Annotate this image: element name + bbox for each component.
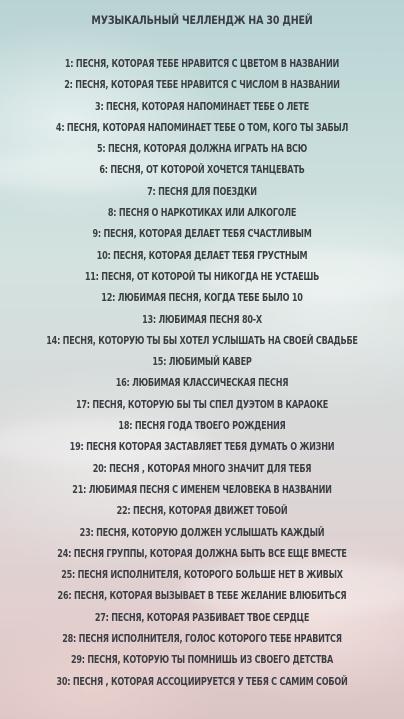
challenge-item: 4: ПЕСНЯ, КОТОРАЯ НАПОМИНАЕТ ТЕБЕ О ТОМ, КОГО ТЫ ЗАБЫЛ xyxy=(55,121,349,134)
challenge-item: 30: ПЕСНЯ , КОТОРАЯ АССОЦИИРУЕТСЯ У ТЕБЯ С САМИМ СОБОЙ xyxy=(56,675,348,688)
challenge-item: 23: ПЕСНЯ, КОТОРУЮ ДОЛЖЕН УСЛЫШАТЬ КАЖДЫЙ xyxy=(79,526,325,539)
challenge-item: 1: ПЕСНЯ, КОТОРАЯ ТЕБЕ НРАВИТСЯ С ЦВЕТОМ В НАЗВАНИИ xyxy=(64,58,340,70)
challenge-item: 13: ЛЮБИМАЯ ПЕСНЯ 80-Х xyxy=(142,313,262,326)
challenge-item: 22: ПЕСНЯ, КОТОРАЯ ДВИЖЕТ ТОБОЙ xyxy=(116,505,288,518)
challenge-item: 26: ПЕСНЯ, КОТОРАЯ ВЫЗЫВАЕТ В ТЕБЕ ЖЕЛАНИЕ ВЛЮБИТЬСЯ xyxy=(57,590,347,603)
challenge-item: 29: ПЕСНЯ, КОТОРУЮ ТЫ ПОМНИШЬ ИЗ СВОЕГО ДЕТСТВА xyxy=(70,654,334,667)
challenge-item: 17: ПЕСНЯ, КОТОРУЮ БЫ ТЫ СПЕЛ ДУЭТОМ В КАРАОКЕ xyxy=(75,398,329,411)
challenge-item: 14: ПЕСНЯ, КОТОРУЮ ТЫ БЫ ХОТЕЛ УСЛЫШАТЬ НА СВОЕЙ СВАДЬБЕ xyxy=(46,334,358,347)
challenge-item: 9: ПЕСНЯ, КОТОРАЯ ДЕЛАЕТ ТЕБЯ СЧАСТЛИВЫМ xyxy=(92,228,312,241)
challenge-item: 7: ПЕСНЯ ДЛЯ ПОЕЗДКИ xyxy=(147,185,257,198)
challenge-item: 10: ПЕСНЯ, КОТОРАЯ ДЕЛАЕТ ТЕБЯ ГРУСТНЫМ xyxy=(96,249,308,262)
challenge-item: 2: ПЕСНЯ, КОТОРАЯ ТЕБЕ НРАВИТСЯ С ЧИСЛОМ В НАЗВАНИИ xyxy=(64,79,340,92)
challenge-item: 11: ПЕСНЯ, ОТ КОТОРОЙ ТЫ НИКОГДА НЕ УСТАЕШЬ xyxy=(84,270,320,283)
challenge-item: 28: ПЕСНЯ ИСПОЛНИТЕЛЯ, ГОЛОС КОТОРОГО ТЕБЕ НРАВИТСЯ xyxy=(62,633,342,646)
challenge-list xyxy=(0,54,404,693)
challenge-item: 21: ЛЮБИМАЯ ПЕСНЯ С ИМЕНЕМ ЧЕЛОВЕКА В НАЗВАНИИ xyxy=(72,483,332,496)
challenge-item: 27: ПЕСНЯ, КОТОРАЯ РАЗБИВАЕТ ТВОЕ СЕРДЦЕ xyxy=(94,611,310,624)
poster-title: МУЗЫКАЛЬНЫЙ ЧЕЛЛЕНДЖ НА 30 ДНЕЙ xyxy=(91,13,313,27)
challenge-item: 8: ПЕСНЯ О НАРКОТИКАХ ИЛИ АЛКОГОЛЕ xyxy=(107,207,297,220)
challenge-item: 5: ПЕСНЯ, КОТОРАЯ ДОЛЖНА ИГРАТЬ НА ВСЮ xyxy=(96,143,308,156)
challenge-item: 12: ЛЮБИМАЯ ПЕСНЯ, КОГДА ТЕБЕ БЫЛО 10 xyxy=(101,292,303,305)
challenge-item: 25: ПЕСНЯ ИСПОЛНИТЕЛЯ, КОТОРОГО БОЛЬШЕ НЕТ В ЖИВЫХ xyxy=(61,569,343,582)
challenge-item: 6: ПЕСНЯ, ОТ КОТОРОЙ ХОЧЕТСЯ ТАНЦЕВАТЬ xyxy=(99,164,305,177)
challenge-item: 16: ЛЮБИМАЯ КЛАССИЧЕСКАЯ ПЕСНЯ xyxy=(115,377,289,390)
challenge-item: 15: ЛЮБИМЫЙ КАВЕР xyxy=(152,356,252,369)
challenge-item: 20: ПЕСНЯ , КОТОРАЯ МНОГО ЗНАЧИТ ДЛЯ ТЕБЯ xyxy=(92,462,312,475)
challenge-item: 3: ПЕСНЯ, КОТОРАЯ НАПОМИНАЕТ ТЕБЕ О ЛЕТЕ xyxy=(95,100,309,113)
challenge-item: 24: ПЕСНЯ ГРУППЫ, КОТОРАЯ ДОЛЖНА БЫТЬ ВСЕ ЕЩЕ ВМЕСТЕ xyxy=(57,547,347,560)
challenge-item: 18: ПЕСНЯ ГОДА ТВОЕГО РОЖДЕНИЯ xyxy=(118,420,286,433)
challenge-item: 19: ПЕСНЯ КОТОРАЯ ЗАСТАВЛЯЕТ ТЕБЯ ДУМАТЬ О ЖИЗНИ xyxy=(69,441,335,454)
